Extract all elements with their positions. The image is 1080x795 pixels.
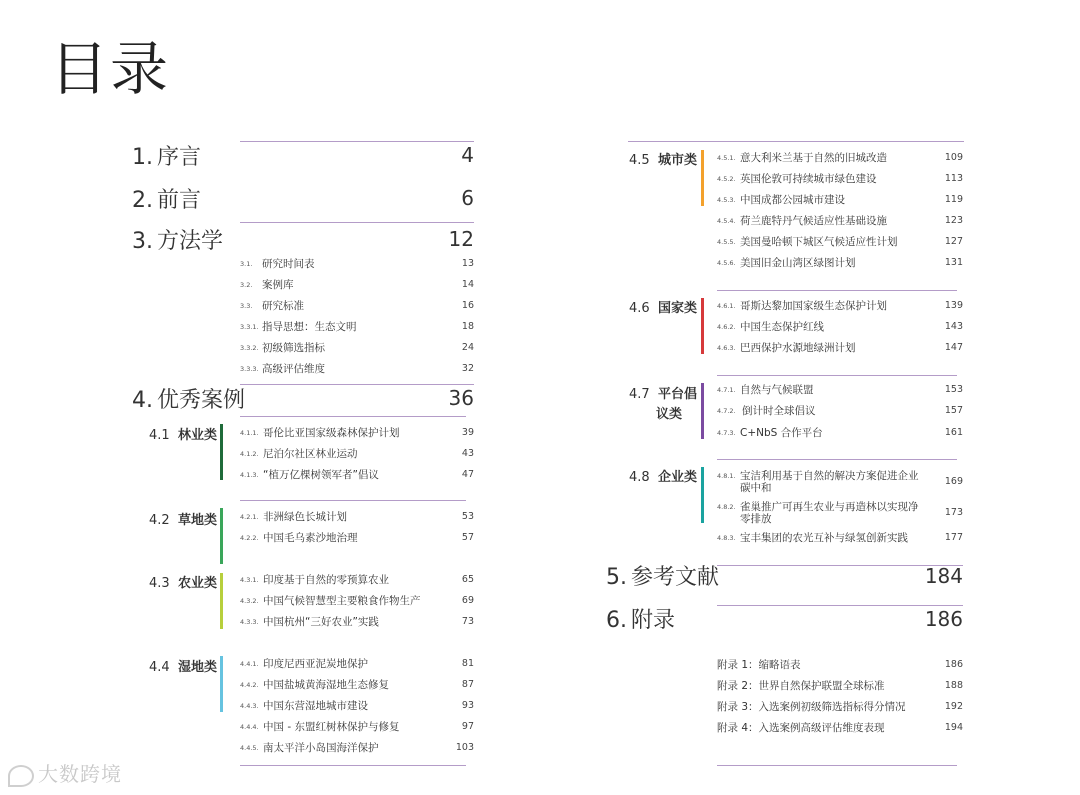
entry-page: 73: [461, 616, 474, 627]
toc-entry[interactable]: [717, 499, 963, 527]
section-page: 12: [448, 227, 474, 251]
section-number: 5.: [606, 565, 627, 590]
divider: [240, 416, 466, 417]
group-4-3-label: [149, 577, 217, 590]
entry-title: 南太平洋小岛国海洋保护: [263, 742, 379, 754]
section-number: 1.: [132, 145, 153, 170]
entry-title: 指导思想：生态文明: [262, 321, 357, 333]
entry-title: 英国伦敦可持续城市绿色建设: [740, 173, 877, 185]
group-4-5-label: [629, 154, 697, 167]
entry-title: 印度基于自然的零预算农业: [263, 574, 389, 586]
group-color-bar: [701, 467, 704, 523]
toc-entry[interactable]: [240, 298, 474, 314]
group-number: 4.6: [629, 301, 650, 316]
group-name-line1: 平台倡: [657, 387, 697, 402]
group-color-bar: [220, 656, 223, 712]
group-4-8-label: [629, 471, 697, 484]
entry-number: 4.7.2.: [717, 407, 736, 415]
entry-number: 3.3.2.: [240, 344, 259, 352]
group-4-4-label: [149, 661, 217, 674]
entry-title: 中国杭州“三好农业”实践: [263, 616, 379, 628]
toc-entry[interactable]: [717, 340, 963, 356]
group-4-7-label: [629, 385, 697, 425]
group-4-2-label: [149, 514, 217, 527]
toc-entry[interactable]: [240, 319, 474, 335]
entry-title: 雀巢推广可再生农业与再造林以实现净零排放: [740, 501, 919, 525]
entry-page: 47: [461, 469, 474, 480]
section-4-heading[interactable]: [132, 390, 245, 412]
toc-entry[interactable]: [717, 530, 963, 546]
section-2-heading[interactable]: [132, 190, 201, 212]
divider: [717, 765, 957, 766]
entry-page: 53: [461, 511, 474, 522]
entry-page: 143: [944, 321, 963, 332]
divider: [628, 141, 964, 142]
toc-entry[interactable]: [717, 171, 963, 187]
entry-page: 127: [944, 236, 963, 247]
entry-page: 69: [461, 595, 474, 606]
entry-page: 177: [944, 532, 963, 543]
group-number: 4.2: [149, 513, 170, 528]
toc-entry[interactable]: [240, 740, 474, 756]
group-number: 4.8: [629, 470, 650, 485]
group-name: 城市类: [657, 153, 697, 168]
entry-title: 中国生态保护红线: [740, 321, 824, 333]
entry-page: 157: [944, 405, 963, 416]
toc-entry[interactable]: [240, 656, 474, 672]
watermark: [8, 758, 122, 787]
section-title: 优秀案例: [157, 388, 246, 413]
entry-number: 4.3.3.: [240, 618, 259, 626]
entry-title: 美国旧金山湾区绿图计划: [740, 257, 856, 269]
watermark-logo-icon: [8, 765, 34, 787]
group-color-bar: [220, 508, 223, 564]
entry-title: 中国成都公园城市建设: [740, 194, 845, 206]
entry-page: 13: [461, 258, 474, 269]
entry-title: 附录 3：入选案例初级筛选指标得分情况: [717, 701, 906, 713]
entry-number: 4.8.2.: [717, 503, 736, 511]
entry-page: 139: [944, 300, 963, 311]
entry-page: 192: [944, 701, 963, 712]
section-page: 186: [924, 607, 963, 631]
entry-number: 4.5.2.: [717, 175, 736, 183]
entry-title: 荷兰鹿特丹气候适应性基础设施: [740, 215, 887, 227]
entry-number: 4.3.1.: [240, 576, 259, 584]
toc-entry[interactable]: [240, 698, 474, 714]
group-name: 林业类: [177, 428, 217, 443]
group-color-bar: [701, 298, 704, 354]
entry-title: 附录 1：缩略语表: [717, 659, 801, 671]
group-name: 企业类: [657, 470, 697, 485]
toc-entry[interactable]: [240, 677, 474, 693]
toc-entry[interactable]: [717, 678, 963, 694]
entry-number: 4.4.3.: [240, 702, 259, 710]
entry-number: 4.1.3.: [240, 471, 259, 479]
group-number: 4.3: [149, 576, 170, 591]
entry-number: 4.2.2.: [240, 534, 259, 542]
group-color-bar: [220, 573, 223, 629]
group-color-bar: [701, 150, 704, 206]
entry-number: 3.1.: [240, 260, 253, 268]
entry-page: 97: [461, 721, 474, 732]
section-number: 6.: [606, 608, 627, 633]
entry-page: 131: [944, 257, 963, 268]
toc-entry[interactable]: [717, 657, 963, 673]
section-1-heading[interactable]: [132, 147, 201, 169]
entry-title: 案例库: [262, 279, 294, 291]
group-4-1-label: [149, 429, 217, 442]
divider: [240, 500, 466, 501]
divider: [240, 141, 474, 142]
entry-title: 初级筛选指标: [262, 342, 325, 354]
entry-page: 109: [944, 152, 963, 163]
entry-number: 4.8.1.: [717, 472, 736, 480]
entry-number: 4.5.3.: [717, 196, 736, 204]
group-number: 4.1: [149, 428, 170, 443]
entry-page: 161: [944, 427, 963, 438]
entry-page: 39: [461, 427, 474, 438]
entry-number: 4.5.6.: [717, 259, 736, 267]
toc-entry[interactable]: [717, 382, 963, 398]
entry-number: 4.6.2.: [717, 323, 736, 331]
entry-number: 4.7.3.: [717, 429, 736, 437]
entry-page: 119: [944, 194, 963, 205]
toc-entry[interactable]: [240, 719, 474, 735]
toc-entry[interactable]: [717, 298, 963, 314]
entry-title: 研究标准: [262, 300, 304, 312]
toc-entry[interactable]: [240, 530, 474, 546]
entry-title: 中国盐城黄海湿地生态修复: [263, 679, 389, 691]
toc-entry[interactable]: [717, 425, 963, 441]
divider: [240, 765, 466, 766]
entry-page: 93: [461, 700, 474, 711]
entry-title: 倒计时全球倡议: [742, 405, 816, 417]
entry-number: 4.4.4.: [240, 723, 259, 731]
toc-entry[interactable]: [717, 468, 963, 496]
page-title: 目录: [50, 35, 171, 103]
toc-entry[interactable]: [240, 593, 474, 609]
entry-number: 4.4.1.: [240, 660, 259, 668]
group-number: 4.5: [629, 153, 650, 168]
toc-entry[interactable]: [240, 572, 474, 588]
entry-title: 宝丰集团的农光互补与绿氢创新实践: [740, 532, 908, 544]
section-3-heading[interactable]: [132, 231, 223, 253]
toc-entry[interactable]: [240, 256, 474, 272]
entry-number: 3.3.1.: [240, 323, 259, 331]
entry-number: 4.6.3.: [717, 344, 736, 352]
entry-page: 24: [461, 342, 474, 353]
toc-entry[interactable]: [240, 361, 474, 377]
entry-page: 65: [461, 574, 474, 585]
toc-entry[interactable]: [717, 319, 963, 335]
section-page: 36: [448, 386, 474, 410]
entry-title: 研究时间表: [262, 258, 315, 270]
group-number: 4.4: [149, 660, 170, 675]
entry-page: 14: [461, 279, 474, 290]
entry-page: 169: [944, 476, 963, 487]
toc-entry[interactable]: [240, 614, 474, 630]
entry-title: 印度尼西亚泥炭地保护: [263, 658, 368, 670]
entry-title: 哥斯达黎加国家级生态保护计划: [740, 300, 887, 312]
entry-number: 4.2.1.: [240, 513, 259, 521]
entry-number: 4.5.1.: [717, 154, 736, 162]
section-title: 序言: [157, 145, 202, 170]
toc-entry[interactable]: [717, 699, 963, 715]
entry-number: 4.1.2.: [240, 450, 259, 458]
toc-entry[interactable]: [717, 403, 963, 419]
entry-title: 尼泊尔社区林业运动: [263, 448, 358, 460]
divider: [240, 222, 474, 223]
entry-number: 3.2.: [240, 281, 253, 289]
entry-title: 中国毛乌素沙地治理: [263, 532, 358, 544]
entry-number: 4.4.5.: [240, 744, 259, 752]
section-title: 参考文献: [631, 565, 720, 590]
entry-number: 4.5.4.: [717, 217, 736, 225]
divider: [717, 459, 957, 460]
entry-title: “植万亿棵树领军者”倡议: [263, 469, 379, 481]
section-page: 184: [924, 564, 963, 588]
toc-entry[interactable]: [717, 720, 963, 736]
divider: [717, 290, 957, 291]
entry-number: 4.6.1.: [717, 302, 736, 310]
toc-entry[interactable]: [240, 446, 474, 462]
section-5-heading[interactable]: [606, 567, 719, 589]
entry-title: 哥伦比亚国家级森林保护计划: [263, 427, 400, 439]
section-title: 方法学: [157, 229, 224, 254]
entry-page: 173: [944, 507, 963, 518]
entry-title: 非洲绿色长城计划: [263, 511, 347, 523]
divider: [717, 605, 963, 606]
toc-entry[interactable]: [717, 192, 963, 208]
section-6-heading[interactable]: [606, 610, 675, 632]
section-title: 前言: [157, 188, 202, 213]
entry-page: 153: [944, 384, 963, 395]
entry-number: 4.1.1.: [240, 429, 259, 437]
section-number: 4.: [132, 388, 153, 413]
entry-title: 中国气候智慧型主要粮食作物生产: [263, 595, 421, 607]
section-page: 4: [461, 143, 474, 167]
entry-number: 4.7.1.: [717, 386, 736, 394]
group-color-bar: [220, 424, 223, 480]
toc-entry[interactable]: [240, 467, 474, 483]
entry-number: 4.8.3.: [717, 534, 736, 542]
entry-number: 3.3.3.: [240, 365, 259, 373]
group-name-line2: 议类: [656, 407, 683, 422]
toc-entry[interactable]: [240, 509, 474, 525]
entry-page: 57: [461, 532, 474, 543]
entry-page: 43: [461, 448, 474, 459]
group-name: 湿地类: [177, 660, 217, 675]
group-4-6-label: [629, 302, 697, 315]
entry-title: 附录 4：入选案例高级评估维度表现: [717, 722, 885, 734]
section-number: 2.: [132, 188, 153, 213]
entry-title: 中国东营湿地城市建设: [263, 700, 368, 712]
entry-page: 147: [944, 342, 963, 353]
entry-title: C+NbS 合作平台: [740, 427, 823, 439]
entry-title: 意大利米兰基于自然的旧城改造: [740, 152, 887, 164]
group-name: 草地类: [177, 513, 217, 528]
entry-title: 自然与气候联盟: [740, 384, 814, 396]
toc-entry[interactable]: [240, 425, 474, 441]
entry-page: 87: [461, 679, 474, 690]
toc-entry[interactable]: [717, 255, 963, 271]
entry-page: 186: [944, 659, 963, 670]
entry-number: 3.3.: [240, 302, 253, 310]
group-color-bar: [701, 383, 704, 439]
group-name: 国家类: [657, 301, 697, 316]
entry-title: 巴西保护水源地绿洲计划: [740, 342, 856, 354]
divider: [717, 375, 957, 376]
toc-entry[interactable]: [240, 340, 474, 356]
entry-title: 附录 2：世界自然保护联盟全球标准: [717, 680, 885, 692]
entry-number: 4.5.5.: [717, 238, 736, 246]
entry-number: 4.4.2.: [240, 681, 259, 689]
toc-entry[interactable]: [240, 277, 474, 293]
section-number: 3.: [132, 229, 153, 254]
entry-title: 宝洁利用基于自然的解决方案促进企业碳中和: [740, 470, 919, 494]
entry-page: 81: [461, 658, 474, 669]
divider: [240, 384, 474, 385]
entry-page: 113: [944, 173, 963, 184]
group-number: 4.7: [629, 387, 650, 402]
entry-page: 18: [461, 321, 474, 332]
section-page: 6: [461, 186, 474, 210]
entry-title: 美国曼哈顿下城区气候适应性计划: [740, 236, 898, 248]
group-name: 农业类: [177, 576, 217, 591]
entry-page: 123: [944, 215, 963, 226]
toc-entry[interactable]: [717, 234, 963, 250]
watermark-text: 大数跨境: [38, 762, 122, 786]
toc-entry[interactable]: [717, 213, 963, 229]
entry-page: 16: [461, 300, 474, 311]
section-title: 附录: [631, 608, 676, 633]
entry-title: 中国 - 东盟红树林保护与修复: [263, 721, 400, 733]
entry-title: 高级评估维度: [262, 363, 325, 375]
entry-page: 188: [944, 680, 963, 691]
entry-page: 32: [461, 363, 474, 374]
entry-page: 103: [455, 742, 474, 753]
entry-page: 194: [944, 722, 963, 733]
toc-entry[interactable]: [717, 150, 963, 166]
entry-number: 4.3.2.: [240, 597, 259, 605]
